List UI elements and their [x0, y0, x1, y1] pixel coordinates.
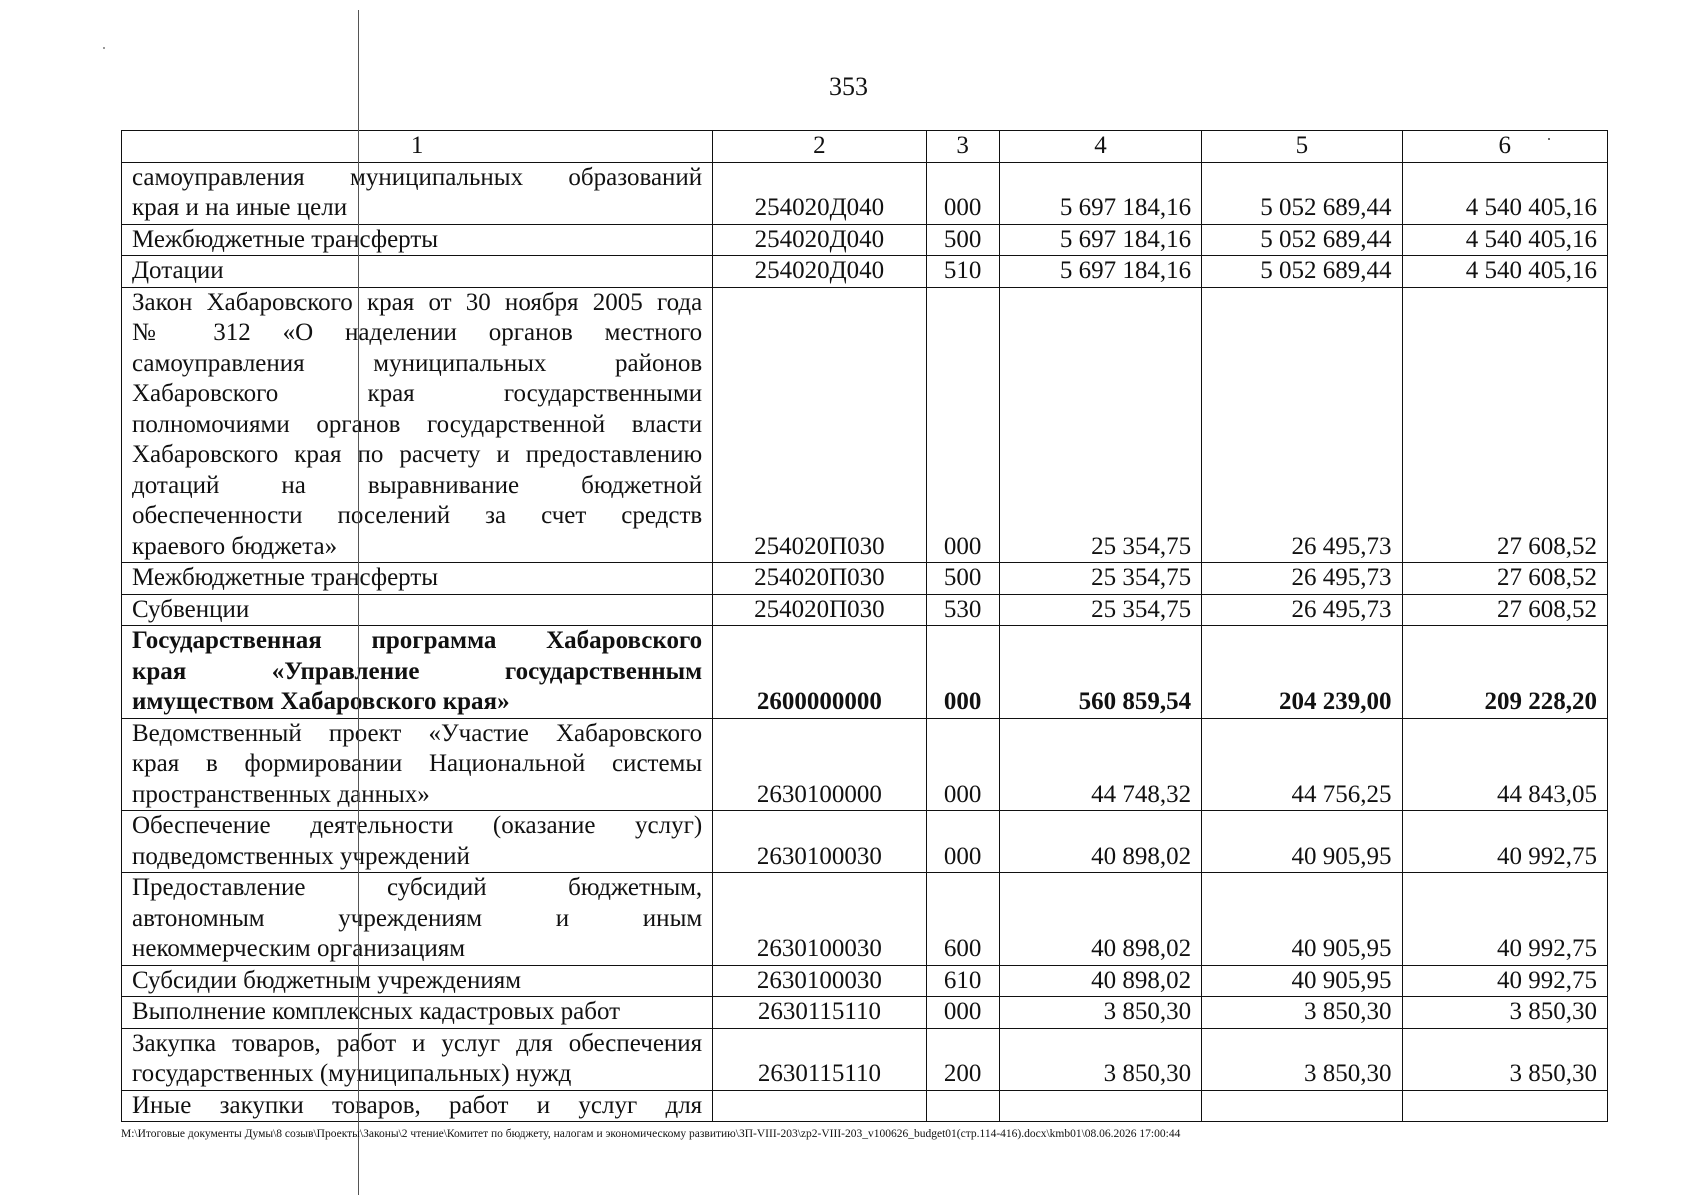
row-name-line: Выполнение комплексных кадастровых работ [132, 998, 621, 1025]
target-article-cell: 254020П030 [713, 594, 926, 626]
target-article-cell: 254020Д040 [713, 224, 926, 256]
column-header: 4 [999, 131, 1201, 163]
row-name-line: некоммерческим организациям [132, 935, 466, 962]
row-name-line: обеспеченности поселений за счет средств [132, 502, 703, 529]
expense-type-cell: 530 [926, 594, 999, 626]
target-article-cell: 254020П030 [713, 287, 926, 563]
column-header: 5 [1202, 131, 1402, 163]
amount-year1-cell [999, 1090, 1201, 1122]
amount-year3-cell: 44 843,05 [1402, 718, 1607, 811]
row-name-line: пространственных данных» [132, 780, 430, 808]
target-article-cell [713, 1090, 926, 1122]
row-name-line: Государственная программа Хабаровского [132, 627, 703, 654]
row-name-line: автономным учреждениям и иным [132, 904, 703, 932]
amount-year2-cell: 5 052 689,44 [1202, 256, 1402, 288]
table-row [122, 224, 1608, 256]
row-name-line: Межбюджетные трансферты [132, 564, 439, 591]
row-name-line: Ведомственный проект «Участие Хабаровского [132, 719, 703, 747]
amount-year1-cell: 560 859,54 [999, 626, 1201, 719]
amount-year3-cell: 27 608,52 [1402, 287, 1607, 563]
target-article-cell: 254020П030 [713, 563, 926, 595]
amount-year3-cell: 27 608,52 [1402, 563, 1607, 595]
row-name-line: полномочиями органов государственной власти [132, 410, 703, 438]
expense-type-cell: 610 [926, 965, 999, 997]
expense-type-cell: 500 [926, 563, 999, 595]
row-name-cell [122, 965, 713, 997]
table-row [122, 287, 1608, 563]
row-name-cell [122, 162, 713, 224]
row-name-cell [122, 287, 713, 563]
amount-year2-cell: 40 905,95 [1202, 965, 1402, 997]
amount-year1-cell: 44 748,32 [999, 718, 1201, 811]
column-header: 2 [713, 131, 926, 163]
amount-year2-cell: 26 495,73 [1202, 287, 1402, 563]
table-row [122, 256, 1608, 288]
amount-year2-cell: 5 052 689,44 [1202, 224, 1402, 256]
amount-year1-cell: 25 354,75 [999, 594, 1201, 626]
row-name-line: государственных (муниципальных) нужд [132, 1060, 572, 1087]
table-row [122, 594, 1608, 626]
table-row [122, 997, 1608, 1029]
amount-year2-cell: 40 905,95 [1202, 811, 1402, 873]
row-name-line: дотаций на выравнивание бюджетной [132, 471, 703, 499]
row-name-cell [122, 1028, 713, 1090]
expense-type-cell: 600 [926, 873, 999, 966]
table-row [122, 626, 1608, 719]
amount-year2-cell: 26 495,73 [1202, 594, 1402, 626]
row-name-line: краевого бюджета» [132, 532, 338, 560]
row-name-cell [122, 997, 713, 1029]
row-name-line: Обеспечение деятельности (оказание услуг) [132, 812, 703, 839]
table-row [122, 965, 1608, 997]
expense-type-cell: 000 [926, 718, 999, 811]
target-article-cell: 2600000000 [713, 626, 926, 719]
amount-year1-cell: 5 697 184,16 [999, 224, 1201, 256]
amount-year3-cell [1402, 1090, 1607, 1122]
table-row [122, 162, 1608, 224]
amount-year2-cell: 5 052 689,44 [1202, 162, 1402, 224]
target-article-cell: 2630100000 [713, 718, 926, 811]
row-name-line: края «Управление государственным [132, 657, 703, 685]
amount-year1-cell: 3 850,30 [999, 997, 1201, 1029]
target-article-cell: 254020Д040 [713, 162, 926, 224]
target-article-cell: 254020Д040 [713, 256, 926, 288]
expense-type-cell: 000 [926, 162, 999, 224]
page-number: 353 [829, 72, 868, 101]
row-name-line: Иные закупки товаров, работ и услуг для [132, 1091, 703, 1119]
row-name-cell [122, 626, 713, 719]
amount-year1-cell: 5 697 184,16 [999, 162, 1201, 224]
expense-type-cell: 510 [926, 256, 999, 288]
row-name-line: самоуправления муниципальных образований [132, 163, 703, 191]
row-name-line: Межбюджетные трансферты [132, 225, 439, 253]
row-name-cell [122, 224, 713, 256]
row-name-line: Закон Хабаровского края от 30 ноября 2005 года [132, 288, 703, 316]
row-name-cell [122, 594, 713, 626]
column-header: 6 [1402, 131, 1607, 163]
row-name-cell [122, 256, 713, 288]
amount-year1-cell: 5 697 184,16 [999, 256, 1201, 288]
budget-table-body [122, 131, 1608, 1122]
amount-year3-cell: 4 540 405,16 [1402, 162, 1607, 224]
row-name-line: края и на иные цели [132, 194, 348, 221]
row-name-cell [122, 1090, 713, 1122]
amount-year1-cell: 40 898,02 [999, 873, 1201, 966]
row-name-cell [122, 811, 713, 873]
amount-year3-cell: 209 228,20 [1402, 626, 1607, 719]
amount-year3-cell: 3 850,30 [1402, 997, 1607, 1029]
amount-year1-cell: 25 354,75 [999, 287, 1201, 563]
expense-type-cell: 000 [926, 811, 999, 873]
amount-year2-cell: 204 239,00 [1202, 626, 1402, 719]
table-row [122, 811, 1608, 873]
row-name-line: имуществом Хабаровского края» [132, 688, 510, 715]
table-row [122, 1090, 1608, 1122]
target-article-cell: 2630100030 [713, 873, 926, 966]
amount-year1-cell: 40 898,02 [999, 811, 1201, 873]
row-name-line: Хабаровского края по расчету и предоставлению [132, 441, 703, 468]
row-name-line: № 312 «О наделении органов местного [132, 319, 703, 346]
target-article-cell: 2630100030 [713, 811, 926, 873]
amount-year2-cell [1202, 1090, 1402, 1122]
row-name-cell [122, 563, 713, 595]
target-article-cell: 2630100030 [713, 965, 926, 997]
row-name-line: самоуправления муниципальных районов [132, 349, 703, 377]
amount-year3-cell: 27 608,52 [1402, 594, 1607, 626]
expense-type-cell: 000 [926, 287, 999, 563]
row-name-line: Субвенции [132, 595, 250, 623]
amount-year3-cell: 40 992,75 [1402, 873, 1607, 966]
expense-type-cell [926, 1090, 999, 1122]
amount-year3-cell: 4 540 405,16 [1402, 224, 1607, 256]
table-row [122, 873, 1608, 966]
amount-year2-cell: 26 495,73 [1202, 563, 1402, 595]
scan-speck [103, 47, 105, 49]
row-name-line: края в формировании Национальной системы [132, 750, 703, 777]
amount-year3-cell: 4 540 405,16 [1402, 256, 1607, 288]
amount-year1-cell: 3 850,30 [999, 1028, 1201, 1090]
amount-year2-cell: 40 905,95 [1202, 873, 1402, 966]
row-name-line: Предоставление субсидий бюджетным, [132, 874, 703, 901]
budget-table [121, 130, 1608, 1122]
expense-type-cell: 000 [926, 997, 999, 1029]
amount-year2-cell: 44 756,25 [1202, 718, 1402, 811]
table-row [122, 718, 1608, 811]
amount-year3-cell: 40 992,75 [1402, 965, 1607, 997]
row-name-line: Закупка товаров, работ и услуг для обеспечения [132, 1029, 703, 1057]
amount-year2-cell: 3 850,30 [1202, 1028, 1402, 1090]
row-name-line: Хабаровского края государственными [132, 380, 703, 407]
column-header: 3 [926, 131, 999, 163]
amount-year1-cell: 40 898,02 [999, 965, 1201, 997]
footer-file-path: М:\Итоговые документы Думы\8 созыв\Проекты\Законы\2 чтение\Комитет по бюджету, налогам и экономическому развитию\ЗП-VIII-203\zp2-VIII-203_v100626_budget01(стр.114-416).docx\kmb01\08.06.2026 17:00:44 [121, 1128, 1181, 1140]
amount-year2-cell: 3 850,30 [1202, 997, 1402, 1029]
table-row [122, 563, 1608, 595]
amount-year3-cell: 3 850,30 [1402, 1028, 1607, 1090]
table-header-row [122, 131, 1608, 163]
expense-type-cell: 000 [926, 626, 999, 719]
row-name-cell [122, 718, 713, 811]
amount-year1-cell: 25 354,75 [999, 563, 1201, 595]
table-row [122, 1028, 1608, 1090]
column-header: 1 [122, 131, 713, 163]
expense-type-cell: 200 [926, 1028, 999, 1090]
row-name-line: подведомственных учреждений [132, 842, 470, 870]
target-article-cell: 2630115110 [713, 1028, 926, 1090]
row-name-cell [122, 873, 713, 966]
row-name-line: Дотации [132, 257, 224, 284]
expense-type-cell: 500 [926, 224, 999, 256]
target-article-cell: 2630115110 [713, 997, 926, 1029]
row-name-line: Субсидии бюджетным учреждениям [132, 966, 522, 994]
amount-year3-cell: 40 992,75 [1402, 811, 1607, 873]
scan-artifact-line [358, 10, 359, 1195]
